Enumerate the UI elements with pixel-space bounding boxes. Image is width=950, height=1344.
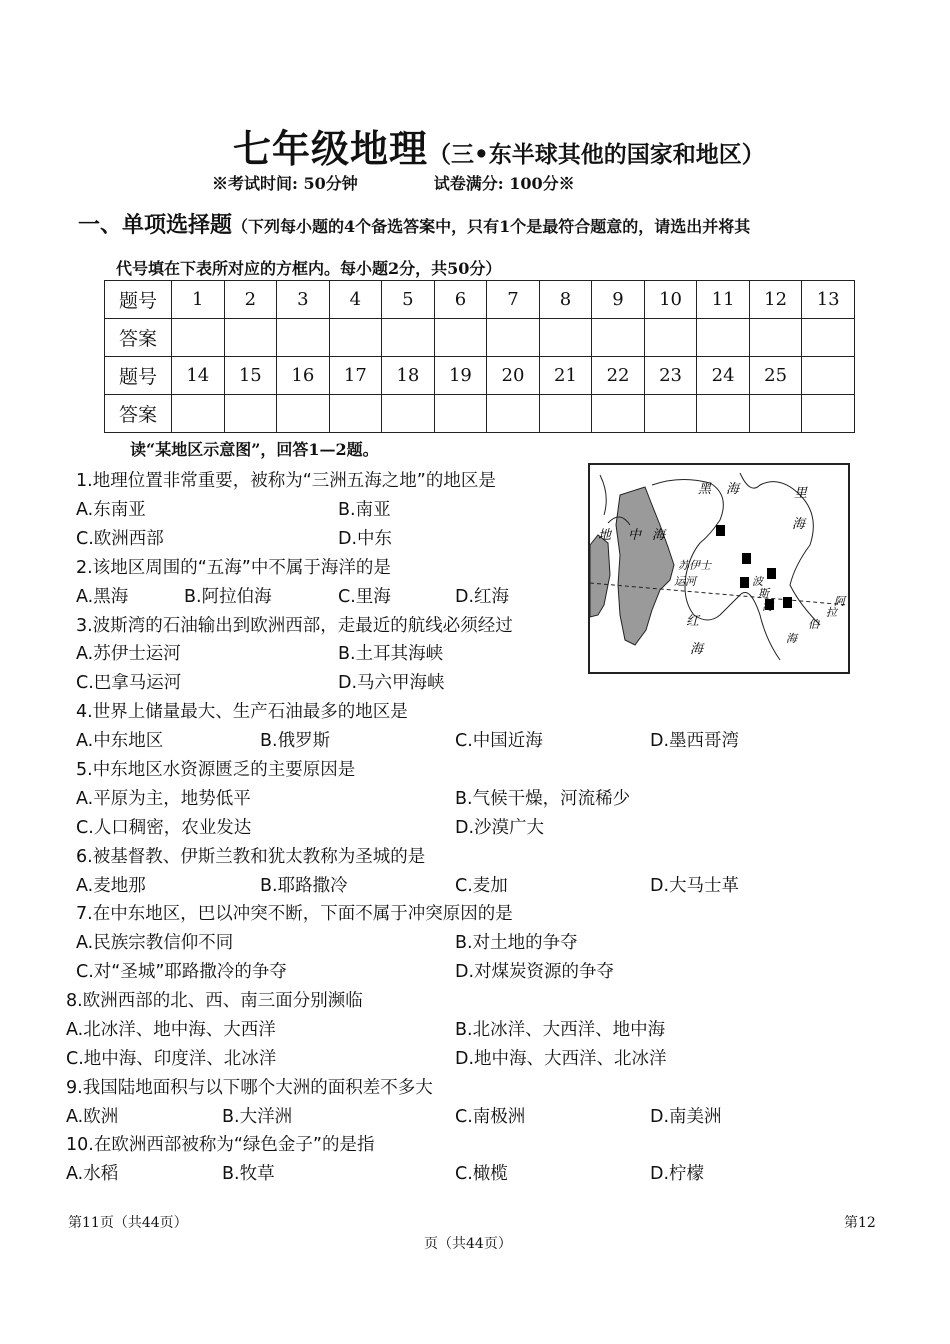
answer-cell[interactable] <box>224 395 277 433</box>
footer-right: 第12 <box>844 1215 876 1231</box>
question-option: A.欧洲 <box>66 1107 119 1127</box>
question-option: D.对煤炭资源的争夺 <box>455 962 615 982</box>
question-option: B.耶路撒冷 <box>260 876 348 896</box>
row-label: 题号 <box>105 357 172 395</box>
question-option: A.北冰洋、地中海、大西洋 <box>66 1020 276 1040</box>
oil-marker <box>742 553 751 564</box>
shaded-region-shape <box>616 487 674 645</box>
answer-cell[interactable] <box>487 395 540 433</box>
answer-cell[interactable] <box>749 395 802 433</box>
answer-cell[interactable] <box>382 395 435 433</box>
question-number-cell: 18 <box>382 357 435 395</box>
map-label: 苏伊士 <box>678 559 711 572</box>
answer-cell[interactable] <box>329 319 382 357</box>
map-label: 里 <box>794 486 808 501</box>
answer-cell[interactable] <box>277 395 330 433</box>
question-option: A.麦地那 <box>76 876 146 896</box>
answer-cell[interactable] <box>539 319 592 357</box>
question-number-cell: 5 <box>382 281 435 319</box>
question-option: A.平原为主，地势低平 <box>76 789 251 809</box>
question-option: C.人口稠密，农业发达 <box>76 818 252 838</box>
question-number-cell: 11 <box>697 281 750 319</box>
question-number-cell: 3 <box>277 281 330 319</box>
question-number-cell: 13 <box>802 281 855 319</box>
answer-cell[interactable] <box>487 319 540 357</box>
question-number-cell: 24 <box>697 357 750 395</box>
question-option: B.南亚 <box>338 500 391 520</box>
page-title <box>233 118 765 173</box>
question-option: A.中东地区 <box>76 731 164 751</box>
question-number-cell: 17 <box>329 357 382 395</box>
footer-left: 第11页（共44页） <box>68 1215 188 1231</box>
answer-cell[interactable] <box>329 395 382 433</box>
question-option: B.大洋洲 <box>222 1107 293 1127</box>
question-option: B.牧草 <box>222 1164 275 1184</box>
oil-marker <box>783 597 792 608</box>
question-stem: 3.波斯湾的石油输出到欧洲西部，走最近的航线必须经过 <box>76 616 513 636</box>
question-option: D.南美洲 <box>650 1107 722 1127</box>
question-stem: 2.该地区周围的“五海”中不属于海洋的是 <box>76 558 391 578</box>
question-number-cell: 12 <box>749 281 802 319</box>
map-label: 海 <box>792 517 806 532</box>
question-number-cell <box>802 357 855 395</box>
table-row <box>105 281 855 319</box>
question-option: C.巴拿马运河 <box>76 673 182 693</box>
row-label: 答案 <box>105 319 172 357</box>
question-option: B.俄罗斯 <box>260 731 331 751</box>
question-option: C.麦加 <box>455 876 508 896</box>
question-option: C.橄榄 <box>455 1164 508 1184</box>
question-option: C.对“圣城”耶路撒冷的争夺 <box>76 962 287 982</box>
section-title: 单项选择题 <box>122 212 233 238</box>
western-land-shape <box>590 535 610 617</box>
question-option: B.对土地的争夺 <box>455 933 578 953</box>
map-label: 波 <box>752 575 763 588</box>
question-number-cell: 4 <box>329 281 382 319</box>
map-label: 运河 <box>674 575 696 588</box>
footer-center: 页（共44页） <box>424 1236 512 1252</box>
exam-time: ※考试时间: 50分钟 <box>212 174 358 193</box>
question-option: B.阿拉伯海 <box>184 587 272 607</box>
question-option: A.东南亚 <box>76 500 146 520</box>
section-number: 一、 <box>78 212 123 238</box>
question-number-cell: 21 <box>539 357 592 395</box>
answer-cell[interactable] <box>592 395 645 433</box>
title-main: 七年级地理 <box>233 126 429 171</box>
question-option: C.地中海、印度洋、北冰洋 <box>66 1049 277 1069</box>
question-option: A.民族宗教信仰不同 <box>76 933 234 953</box>
answer-cell[interactable] <box>277 319 330 357</box>
map-label: 地 <box>598 528 612 543</box>
section-instructions-cont: 代号填在下表所对应的方框内。每小题2分，共50分） <box>116 259 502 278</box>
answer-cell[interactable] <box>644 395 697 433</box>
question-option: A.苏伊士运河 <box>76 644 181 664</box>
oil-marker <box>767 568 776 579</box>
section-instructions: （下列每小题的4个备选答案中，只有1个是最符合题意的，请选出并将其 <box>232 217 751 236</box>
question-stem: 5.中东地区水资源匮乏的主要原因是 <box>76 760 356 780</box>
question-number-cell: 20 <box>487 357 540 395</box>
table-row <box>105 319 855 357</box>
question-option: D.大马士革 <box>650 876 740 896</box>
answer-cell[interactable] <box>434 319 487 357</box>
question-number-cell: 23 <box>644 357 697 395</box>
question-option: D.马六甲海峡 <box>338 673 445 693</box>
map-label: 红 <box>686 614 700 629</box>
answer-cell[interactable] <box>172 395 225 433</box>
answer-cell[interactable] <box>172 319 225 357</box>
reading-intro: 读“某地区示意图”，回答1—2题。 <box>130 440 379 459</box>
question-option: B.北冰洋、大西洋、地中海 <box>455 1020 666 1040</box>
question-stem: 4.世界上储量最大、生产石油最多的地区是 <box>76 702 408 722</box>
question-number-cell: 8 <box>539 281 592 319</box>
question-option: C.南极洲 <box>455 1107 526 1127</box>
question-option: D.中东 <box>338 529 393 549</box>
question-option: D.柠檬 <box>650 1164 705 1184</box>
map-label: 海 <box>786 632 797 645</box>
map-label: 黑 <box>698 482 712 497</box>
answer-cell[interactable] <box>697 395 750 433</box>
answer-cell[interactable] <box>802 395 855 433</box>
oil-marker <box>740 577 749 588</box>
question-option: D.地中海、大西洋、北冰洋 <box>455 1049 667 1069</box>
question-stem: 1.地理位置非常重要，被称为“三洲五海之地”的地区是 <box>76 471 496 491</box>
table-row <box>105 395 855 433</box>
answer-cell[interactable] <box>539 395 592 433</box>
question-option: D.红海 <box>455 587 510 607</box>
question-option: D.沙漠广大 <box>455 818 545 838</box>
map-label: 斯 <box>758 587 769 600</box>
exam-info <box>212 171 575 194</box>
question-number-cell: 19 <box>434 357 487 395</box>
region-map <box>588 463 850 674</box>
question-option: A.黑海 <box>76 587 129 607</box>
answer-cell[interactable] <box>749 319 802 357</box>
map-label: 海 <box>652 528 666 543</box>
question-option: C.里海 <box>338 587 391 607</box>
title-sub: （三•东半球其他的国家和地区） <box>428 141 765 168</box>
map-label: 海 <box>690 642 704 657</box>
question-option: A.水稻 <box>66 1164 119 1184</box>
oil-marker <box>716 525 725 536</box>
map-label: 湾 <box>762 600 773 613</box>
map-label: 海 <box>726 482 740 497</box>
answer-cell[interactable] <box>592 319 645 357</box>
row-label: 题号 <box>105 281 172 319</box>
question-number-cell: 14 <box>172 357 225 395</box>
coastline <box>740 473 820 625</box>
row-label: 答案 <box>105 395 172 433</box>
question-option: B.气候干燥，河流稀少 <box>455 789 631 809</box>
question-stem: 9.我国陆地面积与以下哪个大洲的面积差不多大 <box>66 1078 433 1098</box>
question-number-cell: 10 <box>644 281 697 319</box>
map-svg <box>590 465 848 672</box>
question-stem: 10.在欧洲西部被称为“绿色金子”的是指 <box>66 1135 375 1155</box>
question-number-cell: 16 <box>277 357 330 395</box>
question-number-cell: 1 <box>172 281 225 319</box>
question-number-cell: 15 <box>224 357 277 395</box>
question-stem: 7.在中东地区，巴以冲突不断，下面不属于冲突原因的是 <box>76 904 513 924</box>
map-label: 伯 <box>808 618 819 631</box>
question-stem: 6.被基督教、伊斯兰教和犹太教称为圣城的是 <box>76 847 426 867</box>
map-label: 中 <box>628 528 642 543</box>
answer-cell[interactable] <box>802 319 855 357</box>
question-option: B.土耳其海峡 <box>338 644 444 664</box>
answer-cell[interactable] <box>644 319 697 357</box>
answer-table <box>104 280 855 433</box>
question-number-cell: 7 <box>487 281 540 319</box>
question-option: D.墨西哥湾 <box>650 731 740 751</box>
question-number-cell: 22 <box>592 357 645 395</box>
table-row <box>105 357 855 395</box>
map-label: 拉 <box>826 606 837 619</box>
answer-cell[interactable] <box>382 319 435 357</box>
question-option: C.欧洲西部 <box>76 529 164 549</box>
answer-cell[interactable] <box>697 319 750 357</box>
question-option: C.中国近海 <box>455 731 543 751</box>
section-heading <box>78 208 750 239</box>
exam-score: 试卷满分: 100分※ <box>433 174 575 193</box>
answer-cell[interactable] <box>224 319 277 357</box>
question-number-cell: 6 <box>434 281 487 319</box>
answer-cell[interactable] <box>434 395 487 433</box>
question-number-cell: 25 <box>749 357 802 395</box>
question-stem: 8.欧洲西部的北、西、南三面分别濒临 <box>66 991 363 1011</box>
map-label: 阿 <box>834 595 845 608</box>
question-number-cell: 2 <box>224 281 277 319</box>
question-number-cell: 9 <box>592 281 645 319</box>
